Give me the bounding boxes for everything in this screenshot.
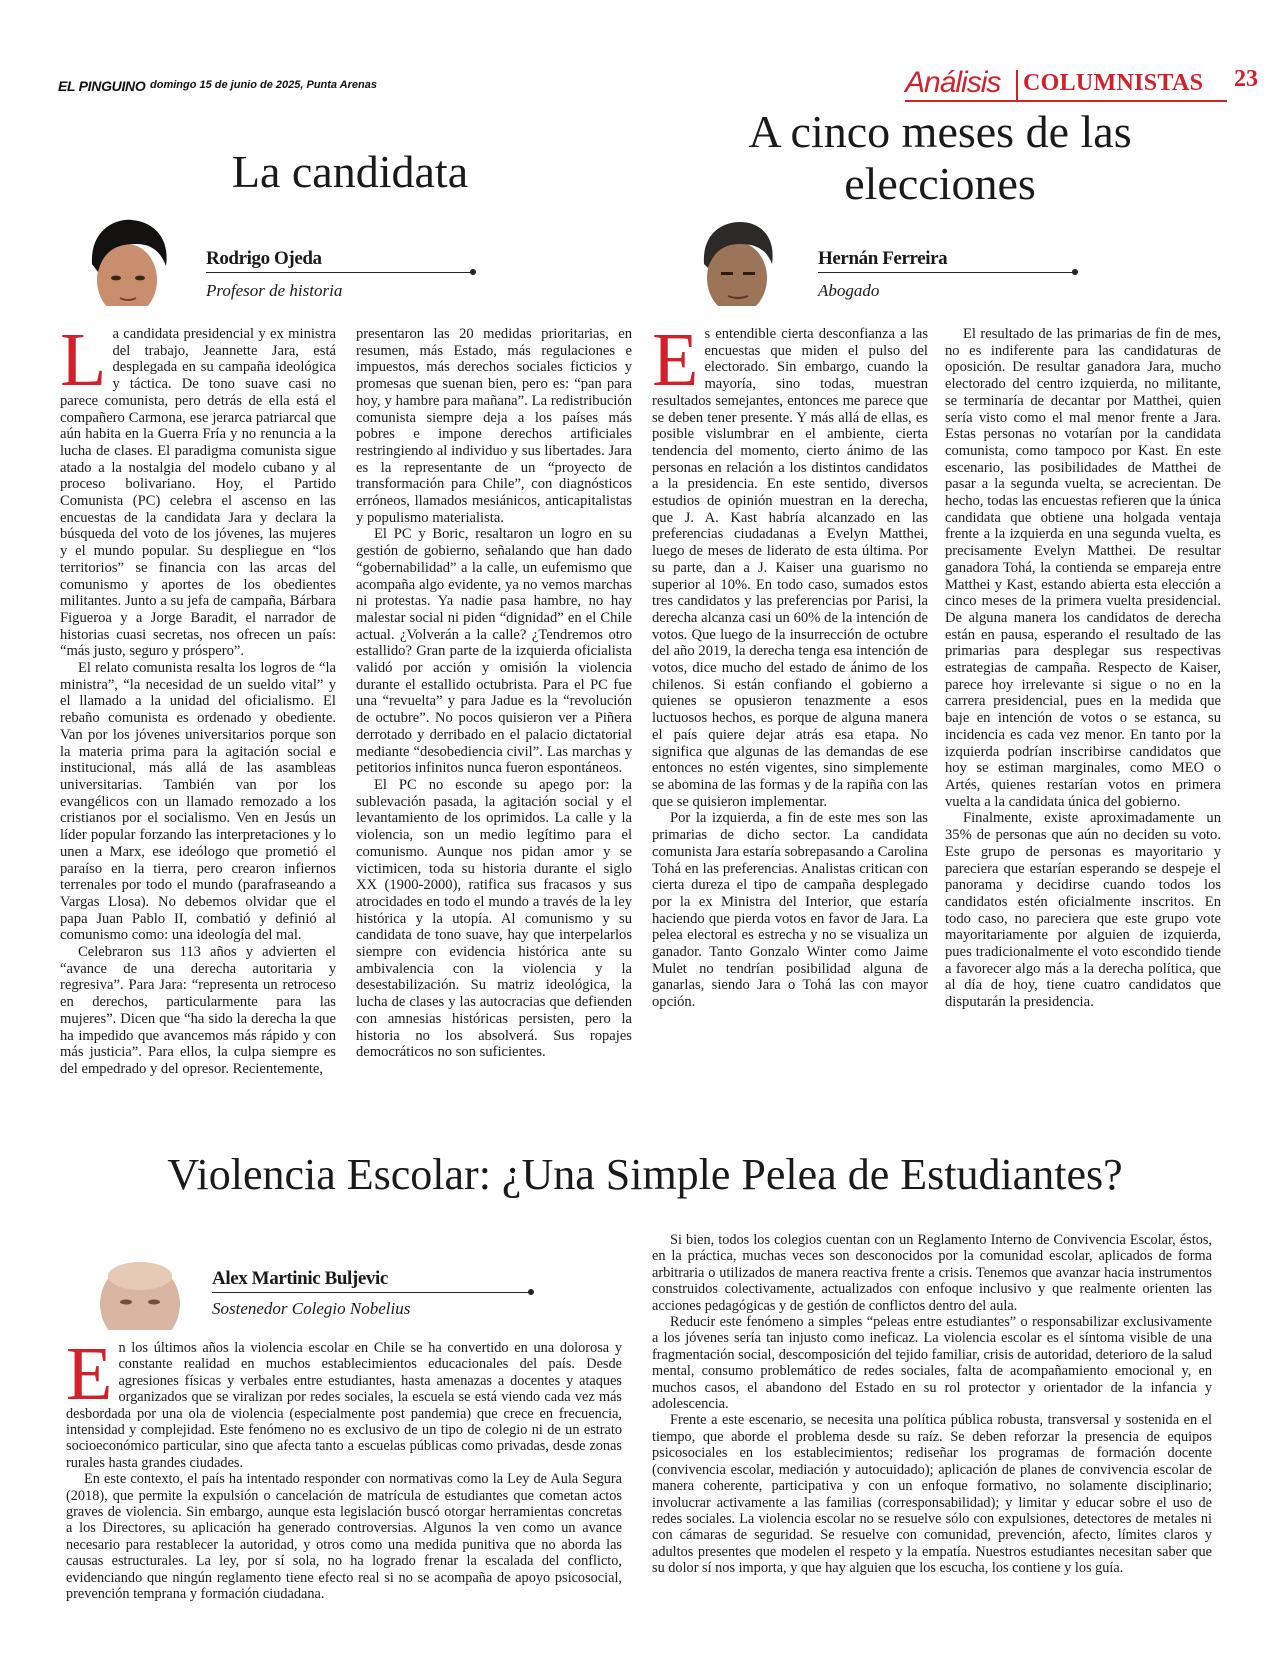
author-photo-rodrigo-ojeda: [80, 218, 174, 306]
article1-paragraph: Celebraron sus 113 años y advierten el “avance de una derecha autoritaria y regresiva”. Para Jara: “representa un retroceso en derechos, particularmente para las mujeres”. Dicen que “ha sido la derecha la que ha impedido que avancemos más rápido y con más justicia”. Para ellos, la culpa siempre es del empedrado y del opresor. Recientemente,: [60, 944, 336, 1077]
article2-author: Hernán Ferreira: [818, 248, 948, 269]
article2-column-1: [652, 318, 928, 1011]
masthead: [58, 66, 1258, 99]
article2-paragraph: s entendible cierta desconfianza a las encuestas que miden el pulso del electorado. Sin embargo, cuando la mayoría, sino todas, muestran resultados semejantes, entonces me parece que se deben tener presente. Y más allá de ellas, es posible vislumbrar en el ambiente, cierta tendencia del momento, cierto ánimo de las personas en relación a los distintos candidatos a la presidencia. En este sentido, diversos estudios de opinión muestran en la derecha, que J. A. Kast habría alcanzado en las preferencias ciudadanas a Evelyn Matthei, luego de meses de liderato de esta última. Por su parte, dan a J. Kaiser una guarismo no superior al 10%. En todo caso, sumados estos tres candidatos y las preferencias por Parisi, la derecha alcanza casi un 60% de la intención de votos. Que luego de la insurrección de octubre del año 2019, la derecha tenga esa intención de votos, dice mucho del estado de ánimo de los chilenos. Si están confiando el gobierno a quienes se opusieron tenazmente a esos luctuosos hechos, es porque de alguna manera el país quiere dejar atrás esa etapa. No significa que algunas de las demandas de ese entonces no estén vigentes, sino simplemente se abomina de las formas y de la rapiña con las que se quisieron implementar.: [652, 326, 928, 810]
article1-paragraph: presentaron las 20 medidas prioritarias, en resumen, más Estado, más regulaciones e impuestos, más derechos sociales ficticios y promesas que suenan bien, pero es: “pan para hoy, y hambre para mañana”. La redistribución comunista siempre deja a los países más pobres e impone derechos artificiales restringiendo al individuo y sus libertades. Jara es la representante de un “proyecto de transformación para Chile”, con diagnósticos erróneos, llamados mesiánicos, anticapitalistas y populismo materialista.: [356, 326, 632, 526]
byline-rule-dot: [528, 1289, 534, 1295]
article1-paragraph: El relato comunista resalta los logros de “la ministra”, “la necesidad de un sueldo vital” y el llamado a la unidad del oficialismo. El rebaño comunista es ordenado y obediente. Van por los jóvenes universitarios porque son la materia prima para la agitación social e institucional, más allá de las asambleas universitarias. También van por los evangélicos con un llamado remozado a los cristianos por el socialismo. Ven en Jesús un líder popular forzando las interpretaciones y lo unen a Marx, ese ideólogo que prometió el paraíso en la tierra, pero crearon infiernos terrenales por todo el mundo (parafraseando a Vargas Llosa). No debemos olvidar que el papa Juan Pablo II, combatió y definió al comunismo como: una ideología del mal.: [60, 660, 336, 944]
article2-title: A cinco meses de las elecciones: [748, 106, 1132, 209]
article2-paragraph: El resultado de las primarias de fin de mes, no es indiferente para las candidaturas de oposición. De resultar ganadora Jara, mucho electorado del centro izquierda, no militante, se terminaría de decantar por Matthei, quien sería visto como el mal menor frente a Jara. Estas personas no votarían por la candidata comunista, como tampoco por Kast. En este escenario, las posibilidades de Matthei de pasar a la segunda vuelta, se acrecientan. De hecho, todas las encuestas refieren que la única candidata que obtiene una holgada ventaja frente a la izquierda en una segunda vuelta, es precisamente Evelyn Matthei. De resultar ganadora Tohá, la contienda se empareja entre Matthei y Kast, estando abierta esta elección a cinco meses de la primera vuelta presidencial. De alguna manera los candidatos de derecha están en pausa, esperando el resultado de las primarias para desplegar sus respectivas estrategias de campaña. Respecto de Kaiser, parece hoy irrelevante si sigue o no en la carrera presidencial, pues en la medida que baje en intención de votos o se estanca, su incidencia es cada vez menor. En tanto por la izquierda podrían inscribirse candidatos que hoy se estiman marginales, como MEO o Artés, quienes restarían votos en primera vuelta a la candidata única del gobierno.: [945, 326, 1221, 810]
article1-paragraph: a candidata presidencial y ex ministra del trabajo, Jeannette Jara, está desplegada en su campaña ideológica y táctica. De tono suave casi no parece comunista, pero detrás de ella está el compañero Carmona, ese jerarca patriarcal que aún habita en la Guerra Fría y no renuncia a la lucha de clases. El paradigma comunista sigue atado a la nostalgia del modelo cubano y al proceso bolivariano. Hoy, el Partido Comunista (PC) celebra el ascenso en las encuestas de la candidata Jara y declara la búsqueda del voto de los jóvenes, las mujeres y el mundo popular. Su despliegue en “los territorios” se financia con las arcas del comunismo y aportes de los obedientes militantes. Junto a su jefa de campaña, Bárbara Figueroa y a Jorge Baradit, el narrador de historias cuasi secretas, nos ofrecen un país: “más justo, seguro y próspero”.: [60, 326, 336, 660]
article3-paragraph: Reducir este fenómeno a simples “peleas entre estudiantes” o responsabilizar exclusivamente a los jóvenes sería tan injusto como ineficaz. La violencia escolar es el síntoma visible de una fragmentación social, descomposición del tejido familiar, crisis de autoridad, deterioro de la salud mental, consumo problemático de redes sociales, falta de acompañamiento emocional y, en muchos casos, el abandono del Estado en su rol protector y orientador de la infancia y adolescencia.: [652, 1314, 1212, 1413]
article3-paragraph: En este contexto, el país ha intentado responder con normativas como la Ley de Aula Segura (2018), que permite la expulsión o cancelación de matrícula de estudiantes que cometan actos graves de violencia. Sin embargo, aunque esta legislación buscó otorgar herramientas concretas a los Directores, su aplicación ha generado controversias. Algunos la ven como un avance necesario para restablecer la autoridad, y otros como una medida punitiva que no aborda las causas estructurales. La ley, por sí sola, no ha logrado frenar la escalada del conflicto, evidenciando que ningún reglamento tiene efecto real si no se acompaña de apoyo psicosocial, prevención temprana y formación ciudadana.: [66, 1471, 622, 1603]
author-photo-hernan-ferreira: [690, 218, 784, 306]
article3-paragraph: n los últimos años la violencia escolar en Chile se ha convertido en una dolorosa y constante realidad en muchos establecimientos educacionales del país. Desde agresiones físicas y verbales entre estudiantes, hasta amenazas a docentes y ataques organizados que se viralizan por redes sociales, la escuela se está viendo cada vez más desbordada por una ola de violencia (especialmente post pandemia) que crece en frecuencia, intensidad y complejidad. Este fenómeno no es exclusivo de un tipo de colegio ni de un estrato socioeconómico particular, sino que afecta tanto a escuelas públicas como privadas, desde zonas rurales hasta grandes ciudades.: [66, 1340, 622, 1471]
byline-rule: [212, 1292, 530, 1293]
article2-dropcap: E: [652, 318, 699, 402]
publication-name: EL PINGUINO: [58, 78, 146, 94]
article2-column-2: [945, 326, 1221, 1011]
article3-paragraph: Frente a este escenario, se necesita una política pública robusta, transversal y sostenida en el tiempo, que aborde el problema desde su raíz. Se deben reforzar la presencia de equipos psicosociales en los establecimientos; rediseñar los programas de formación docente (convivencia escolar, mediación y autocuidado); aplicación de planes de convivencia escolar de manera coherente, participativa y con un enfoque formativo, no solamente disciplinario; involucrar activamente a las familias (corresponsabilidad); y limitar y educar sobre el uso de redes sociales. La violencia escolar no se resuelve sólo con expulsiones, detectores de metales ni con cámaras de seguridad. Se resuelve con comunidad, prevención, afecto, límites claros y adultos presentes que modelen el respeto y la empatía. Nuestros estudiantes necesitan saber que su dolor sí nos importa, y que hay alguien que los escucha, los contiene y los guía.: [652, 1412, 1212, 1577]
article1-column-2: [356, 326, 632, 1061]
section-divider: [1016, 70, 1018, 100]
article2-role: Abogado: [818, 281, 880, 300]
article3-author: Alex Martinic Buljevic: [212, 1268, 388, 1289]
article1-title: La candidata: [231, 146, 469, 197]
publication-date: domingo 15 de junio de 2025, Punta Arenas: [150, 79, 377, 91]
article1-paragraph: El PC no esconde su apego por: la sublevación pasada, la agitación social y el levantamiento de los oprimidos. La calle y la violencia, son un medio legítimo para el comunismo. Aunque nos pidan amor y se victimicen, toda su historia durante el siglo XX (1900-2000), ratifica sus fracasos y sus atrocidades en todo el mundo a través de la ley histórica y la utopía. Al comunismo y su candidata de tono suave, hay que interpelarlos siempre con evidencia histórica ante su ambivalencia con la violencia y la desestabilización. Su matriz ideológica, la lucha de clases y las autocracias que defienden con amnesias históricas persisten, pero la historia no los absolverá. Sus ropajes democráticos no son suficientes.: [356, 776, 632, 1061]
article1-column-1: [60, 318, 336, 1078]
byline-rule-dot: [1072, 269, 1078, 275]
article1-author: Rodrigo Ojeda: [206, 248, 322, 269]
article1-dropcap: L: [60, 318, 107, 402]
article1-paragraph: El PC y Boric, resaltaron un logro en su gestión de gobierno, señalando que han dado “gobernabilidad” a la calle, un eufemismo que acompaña algo evidente, ya no vemos marchas ni protestas. Ya nadie pasa hambre, no hay malestar social ni piden “dignidad” en el Chile actual. ¿Volverán a la calle? ¿Tendremos otro estallido? Gran parte de la izquierda oficialista validó por acción y omisión la violencia durante el estallido octubrista. Para el PC fue una “revuelta” y para Jadue es la “revolución de octubre”. No pocos quisieron ver a Piñera derrotado y derribado en el palacio dictatorial mediante “desobediencia civil”. Las marchas y petitorios infinitos nunca fueron espontáneos.: [356, 526, 632, 777]
section-label-analisis: Análisis: [905, 66, 1001, 99]
article3-dropcap: E: [66, 1332, 113, 1416]
page-number: 23: [1234, 66, 1258, 92]
article2-paragraph: Finalmente, existe aproximadamente un 35% de personas que aún no deciden su voto. Este grupo de personas es mayoritario y pareciera que estarían esperando se despeje el panorama y decidirse cuando todos los candidatos estén oficialmente inscritos. En todo caso, no pareciera que este grupo vote mayoritariamente por alguien de izquierda, pues tradicionalmente el voto escondido tiende a favorecer algo más a la derecha política, que al día de hoy, tiene cuatro candidatos que disputarán la presidencia.: [945, 810, 1221, 1011]
article3-column-1: [66, 1332, 622, 1603]
article1-role: Profesor de historia: [206, 281, 343, 300]
byline-rule: [818, 272, 1074, 273]
byline-rule-dot: [470, 269, 476, 275]
author-photo-alex-martinic: [90, 1250, 190, 1330]
article3-column-2: [652, 1232, 1212, 1577]
byline-rule: [206, 272, 472, 273]
section-rule: [905, 100, 1227, 102]
article3-title: Violencia Escolar: ¿Una Simple Pelea de Estudiantes?: [167, 1150, 1123, 1199]
article2-paragraph: Por la izquierda, a fin de este mes son las primarias de dicho sector. La candidata comunista Jara estaría sobrepasando a Carolina Tohá en las preferencias. Analistas critican con cierta dureza el tipo de campaña desplegado por la ex Ministra del Interior, que estaría haciendo que pierda votos en favor de Jara. La pelea electoral es estrecha y no se visualiza un ganador. Tanto Gonzalo Winter como Jaime Mulet no tendrían posibilidad alguna de ganarlas, siendo Jara o Tohá las con mayor opción.: [652, 810, 928, 1011]
section-label-columnistas: COLUMNISTAS: [1023, 70, 1204, 96]
article3-paragraph: Si bien, todos los colegios cuentan con un Reglamento Interno de Convivencia Escolar, éstos, en la práctica, muchas veces son desconocidos por la comunidad escolar, aplicados de forma arbitraria o utilizados de manera reactiva frente a crisis. Tenemos que avanzar hacia instrumentos construidos colectivamente, actualizados con enfoque inclusivo y que realmente orienten las acciones pedagógicas y de gestión de conflictos dentro del aula.: [652, 1232, 1212, 1314]
article3-role: Sostenedor Colegio Nobelius: [212, 1299, 411, 1318]
